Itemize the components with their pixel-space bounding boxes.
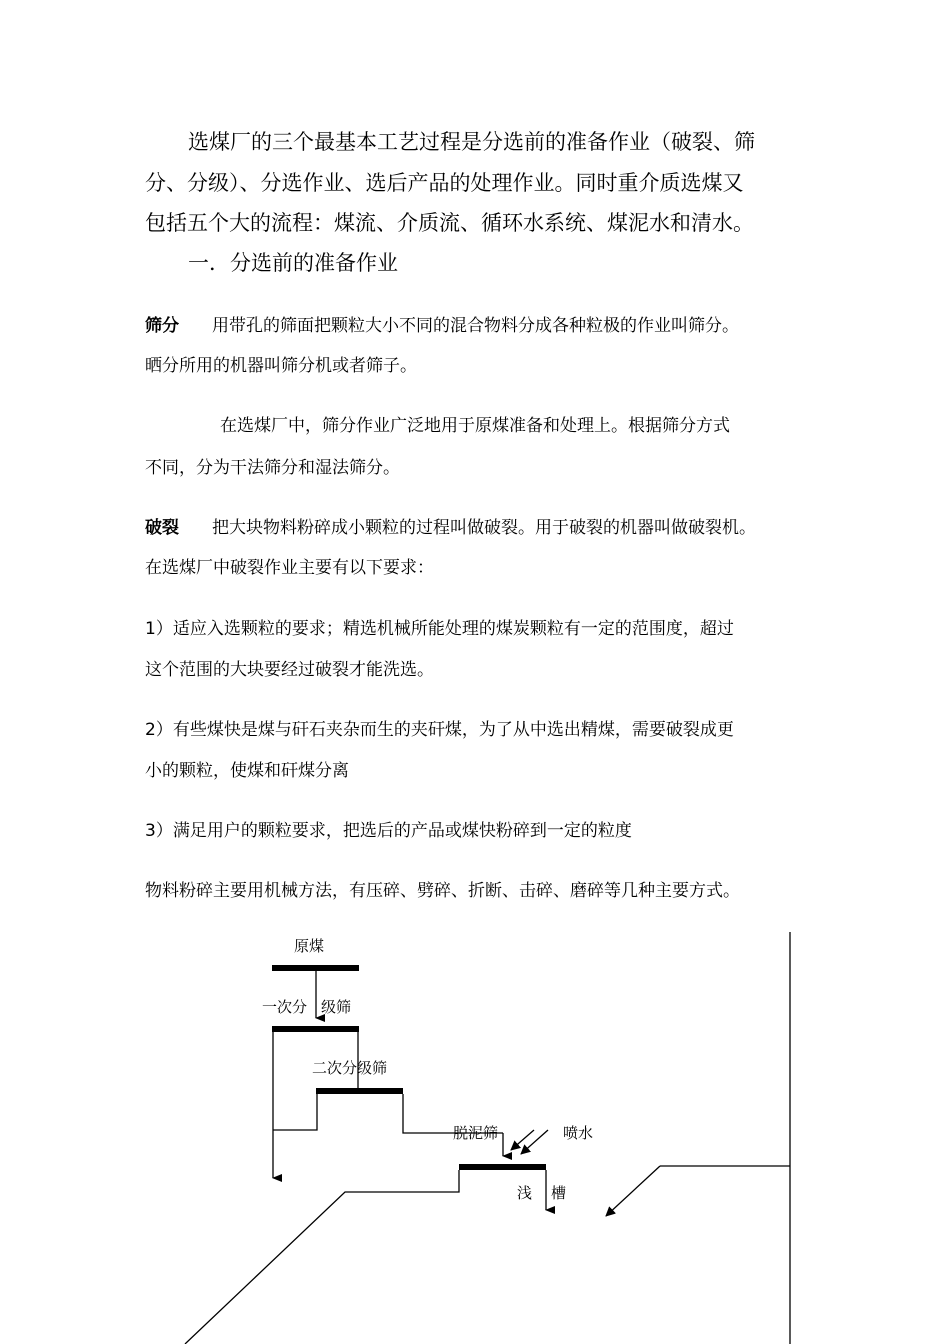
term-screening: 筛分 [145,316,179,336]
intro-line-1: 选煤厂的三个最基本工艺过程是分选前的准备作业（破裂、筛 [188,130,755,154]
requirement-1-line-1: 1）适应入选颗粒的要求；精选机械所能处理的煤炭颗粒有一定的范围度，超过 [145,619,734,639]
label-trough: 槽 [551,1184,567,1202]
screening-line-1: 用带孔的筛面把颗粒大小不同的混合物料分成各种粒极的作业叫筛分。 [212,316,739,336]
requirement-3: 3）满足用户的颗粒要求，把选后的产品或煤快粉碎到一定的粒度 [145,821,632,841]
requirement-1-line-2: 这个范围的大块要经过破裂才能洗选。 [145,660,434,680]
label-primary-screen-b: 级筛 [321,998,352,1016]
desliming-screen-bar [459,1164,546,1170]
crushing-line-1: 把大块物料粉碎成小颗粒的过程叫做破裂。用于破裂的机器叫做破裂机。 [212,518,756,538]
line-secondary-oversize [273,1094,317,1130]
screening-line-2: 晒分所用的机器叫筛分机或者筛子。 [145,356,417,376]
arrow-spray-2 [521,1130,548,1154]
requirement-2-line-2: 小的颗粒，使煤和矸煤分离 [145,761,349,781]
label-primary-screen-a: 一次分 [262,998,308,1016]
label-shallow: 浅 [517,1184,533,1202]
term-crushing: 破裂 [145,518,179,538]
intro-line-3: 包括五个大的流程：煤流、介质流、循环水系统、煤泥水和清水。 [145,211,754,235]
screening-para2-line-1: 在选煤厂中，筛分作业广泛地用于原煤准备和处理上。根据筛分方式 [220,416,730,436]
raw-coal-bar [272,965,359,971]
primary-screen-bar [272,1026,359,1032]
secondary-screen-bar [316,1088,403,1094]
label-spray-water: 喷水 [563,1124,594,1142]
intro-line-2: 分、分级）、分选作业、选后产品的处理作业。同时重介质选煤又 [145,171,744,195]
section-heading: 一．分选前的准备作业 [188,251,398,275]
label-secondary-screen: 二次分级筛 [312,1059,388,1077]
crushing-methods: 物料粉碎主要用机械方法，有压碎、劈碎、折断、击碎、磨碎等几种主要方式。 [145,881,740,901]
crushing-line-2: 在选煤厂中破裂作业主要有以下要求： [145,558,434,578]
screening-para2-line-2: 不同，分为干法筛分和湿法筛分。 [145,458,400,478]
arrow-spray-1 [511,1130,534,1150]
label-raw-coal: 原煤 [294,937,325,955]
label-desliming-screen: 脱泥筛 [453,1124,499,1142]
line-desliming-to-trough [185,1170,459,1344]
arrow-right-return [606,1166,660,1216]
requirement-2-line-1: 2）有些煤快是煤与矸石夹杂而生的夹矸煤，为了从中选出精煤，需要破裂成更 [145,720,734,740]
